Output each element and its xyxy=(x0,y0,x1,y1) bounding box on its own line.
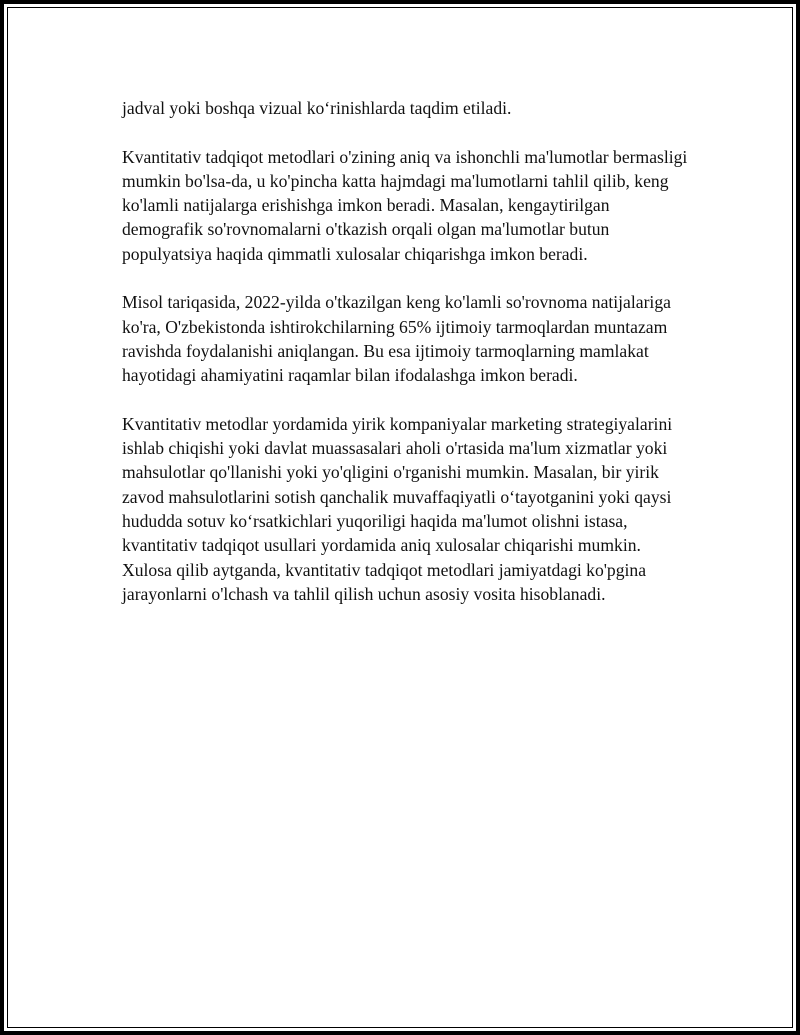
paragraph-3: Misol tariqasida, 2022-yilda o'tkazilgan keng ko'lamli so'rovnoma natijalariga ko'ra, O'zbekistonda ishtirokchilarning 65% ijtimoiy tarmoqlardan muntazam ravishda foydalanishi aniqlangan. Bu esa ijtimoiy tarmoqlarning mamlakat hayotidagi ahamiyatini raqamlar bilan ifodalashga imkon beradi. xyxy=(122,292,671,386)
paragraph-4: Kvantitativ metodlar yordamida yirik kompaniyalar marketing strategiyalarini ishlab chiqishi yoki davlat muassasalari aholi o'rtasida ma'lum xizmatlar yoki mahsulotlar qo'llanishi yoki yo'qligini o'rganishi mumkin. Masalan, bir yirik zavod mahsulotlarini sotish qanchalik muvaffaqiyatli o‘tayotganini yoki qaysi hududda sotuv ko‘rsatkichlari yuqoriligi haqida ma'lumot olishni istasa, kvantitativ tadqiqot usullari yordamida aniq xulosalar chiqarishi mumkin. Xulosa qilib aytganda, kvantitativ tadqiqot metodlari jamiyatdagi ko'pgina jarayonlarni o'lchash va tahlil qilish uchun asosiy vosita hisoblanadi. xyxy=(122,413,673,604)
paragraph-1: jadval yoki boshqa vizual ko‘rinishlarda taqdim etiladi. xyxy=(122,98,512,118)
page-body xyxy=(122,96,692,631)
paragraph-2: Kvantitativ tadqiqot metodlari o'zining aniq va ishonchli ma'lumotlar bermasligi mumkin bo'lsa-da, u ko'pincha katta hajmdagi ma'lumotlarni tahlil qilib, keng ko'lamli natijalarga erishishga imkon beradi. Masalan, kengaytirilgan demografik so'rovnomalarni o'tkazish orqali olgan ma'lumotlar butun populyatsiya haqida qimmatli xulosalar chiqarishga imkon beradi. xyxy=(122,146,688,264)
